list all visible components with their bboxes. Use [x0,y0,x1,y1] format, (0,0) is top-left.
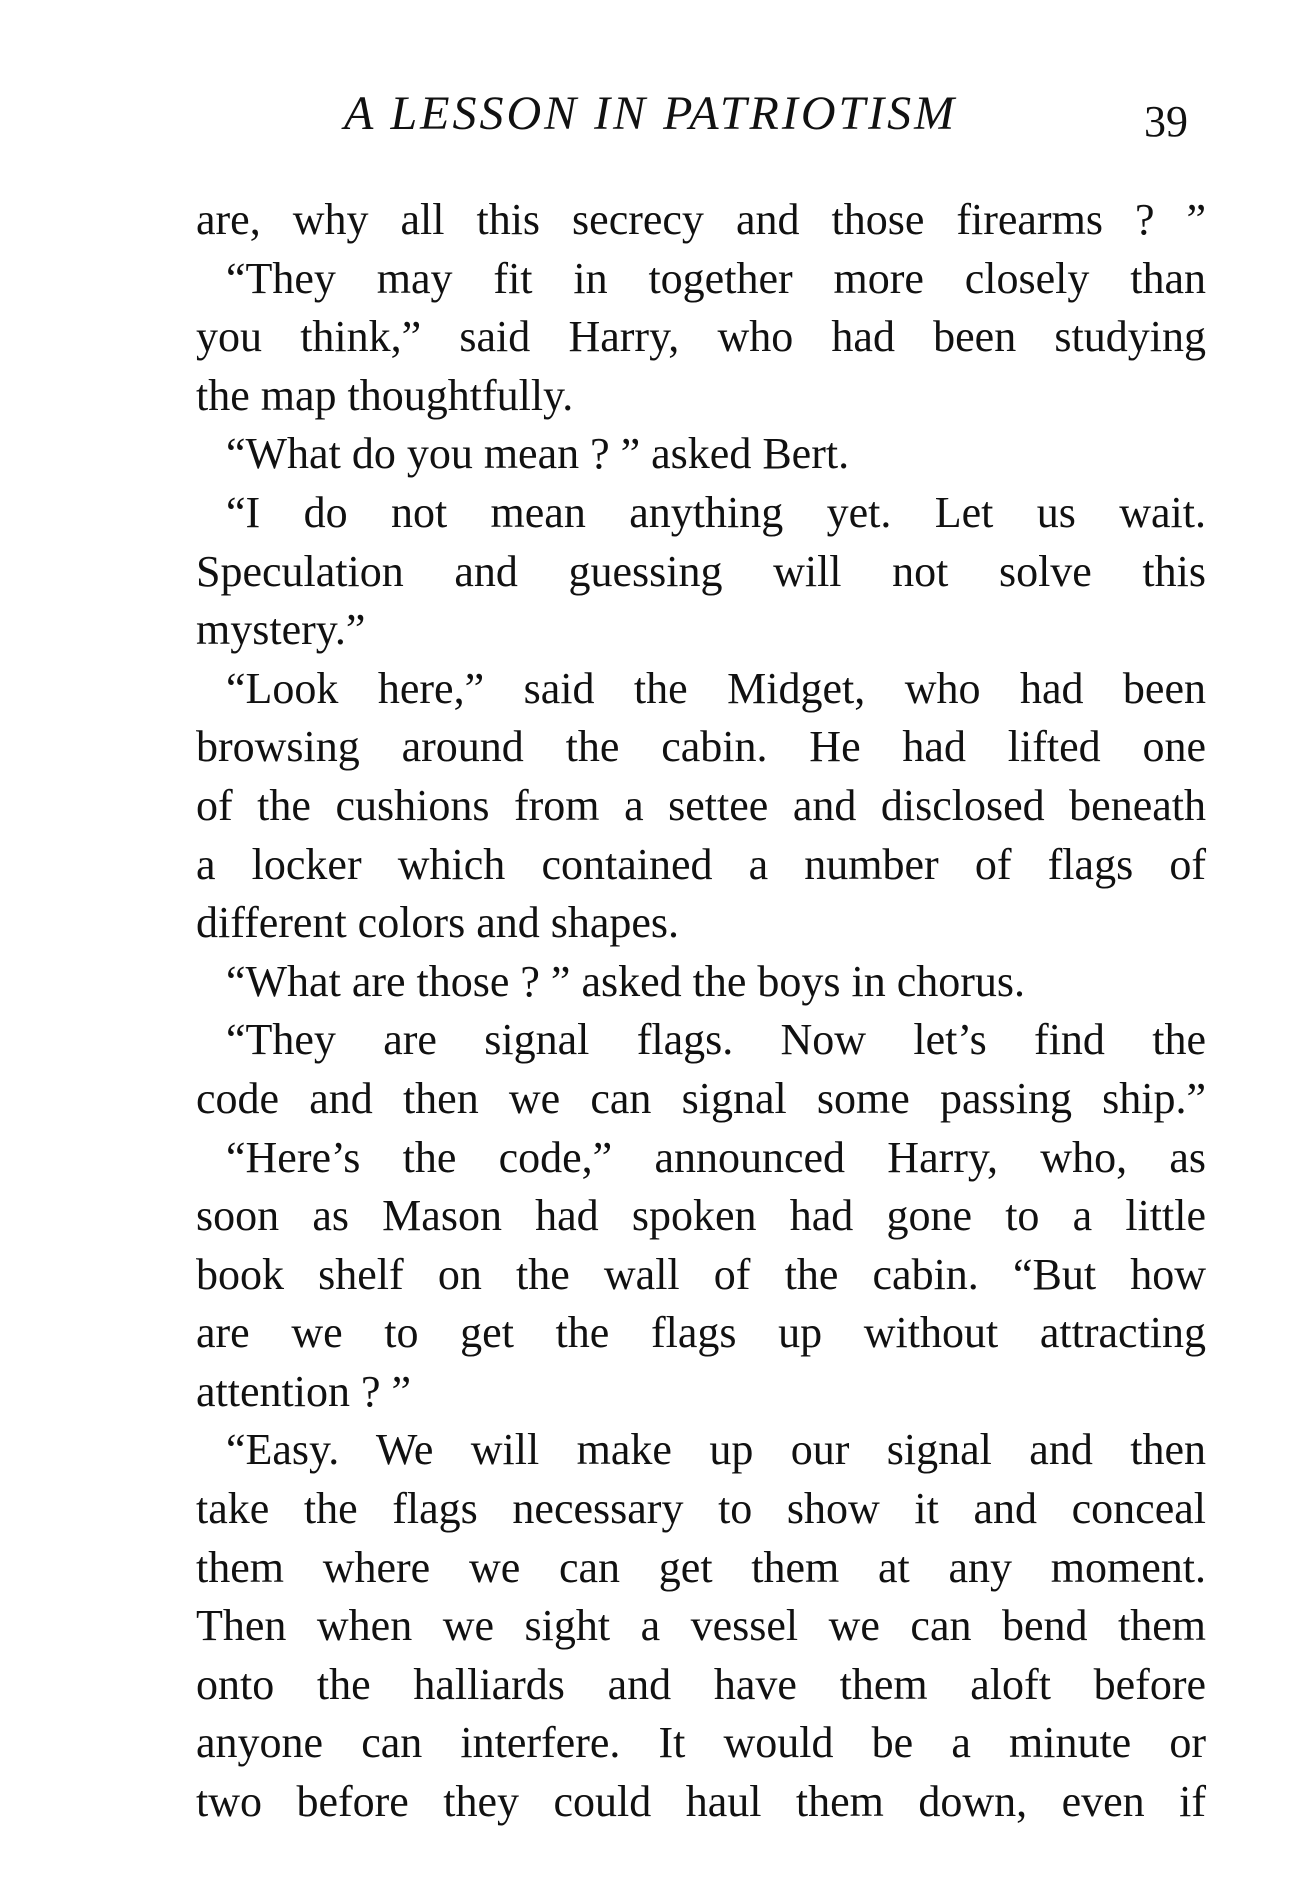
text-line: book shelf on the wall of the cabin. “But how [196,1249,1206,1299]
text-line: two before they could haul them down, even if [196,1777,1206,1827]
text-line: the map thoughtfully. [196,370,574,420]
text-line: a locker which contained a number of flags of [196,839,1206,889]
text-line: browsing around the cabin. He had lifted one [196,722,1206,772]
text-line: different colors and shapes. [196,898,680,948]
text-line: take the flags necessary to show it and conceal [196,1484,1206,1534]
text-line: “I do not mean anything yet. Let us wait. [226,487,1206,537]
text-line: them where we can get them at any moment. [196,1542,1206,1592]
text-line: Then when we sight a vessel we can bend them [196,1601,1206,1651]
text-line: Speculation and guessing will not solve this [196,546,1206,596]
text-line: of the cushions from a settee and disclosed beneath [196,780,1206,830]
text-line: “What do you mean ? ” asked Bert. [226,429,850,479]
text-line: you think,” said Harry, who had been studying [196,312,1206,362]
text-line: are we to get the flags up without attracting [196,1308,1206,1358]
text-line: code and then we can signal some passing ship.” [196,1073,1206,1123]
text-line: “They are signal flags. Now let’s find the [226,1015,1206,1065]
text-line: “Here’s the code,” announced Harry, who, as [226,1132,1206,1182]
text-line: “What are those ? ” asked the boys in chorus. [226,956,1026,1006]
text-line: soon as Mason had spoken had gone to a little [196,1191,1206,1241]
text-line: anyone can interfere. It would be a minute or [196,1718,1206,1768]
text-line: “Look here,” said the Midget, who had been [226,663,1206,713]
page-header [196,86,1206,146]
body-text [196,191,1206,1832]
text-line: “Easy. We will make up our signal and then [226,1425,1206,1475]
running-title: A LESSON IN PATRIOTISM [344,87,958,140]
text-line: “They may fit in together more closely than [226,253,1206,303]
page-number: 39 [1144,97,1188,146]
text-line: are, why all this secrecy and those firearms ? ” [196,195,1206,244]
text-line: onto the halliards and have them aloft before [196,1659,1206,1709]
text-line: mystery.” [196,605,366,655]
text-line: attention ? ” [196,1366,412,1416]
